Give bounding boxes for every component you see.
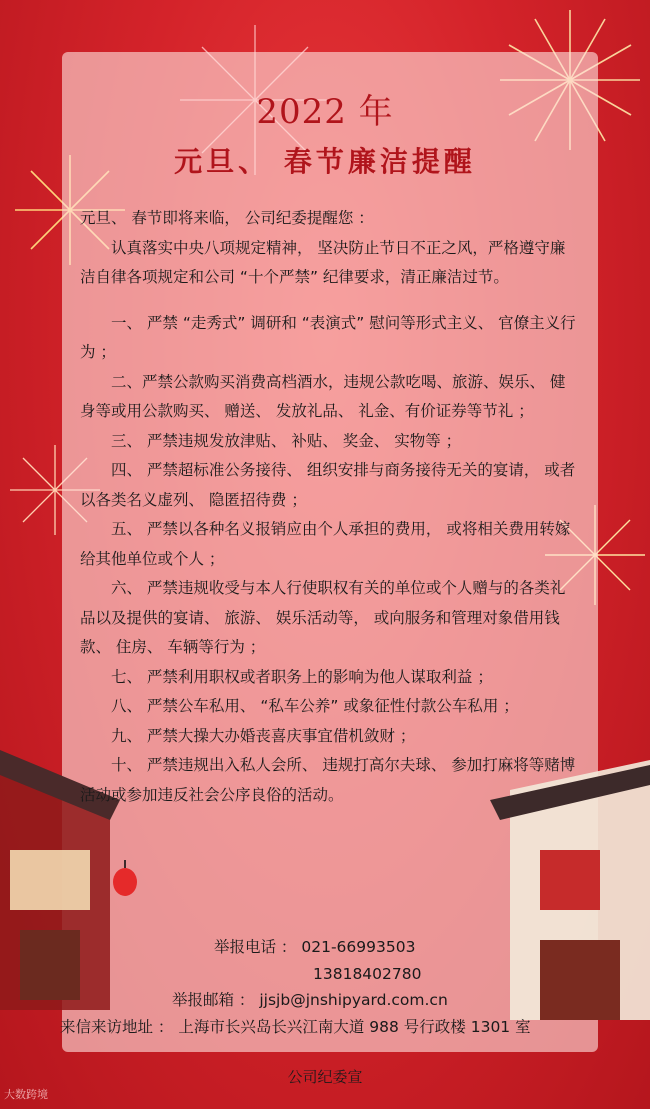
rule-item: 七、 严禁利用职权或者职务上的影响为他人谋取利益 ； [111,667,493,686]
rule-item: 九、 严禁大操大办婚丧喜庆事宜借机敛财 ； [111,726,416,745]
title-main: 元旦、 春节廉洁提醒 [174,145,476,178]
report-phone-2: 13818402780 [313,964,422,983]
rule-item: 一、 严禁 “走秀式” 调研和 “表演式” 慰问等形式主义、 官僚主义行为 ； [80,313,576,361]
contact-info [60,934,620,1040]
rule-item: 二、严禁公款购买消费高档酒水，违规公款吃喝、旅游、娱乐、 健身等或用公款购买、 赠送、 发放礼品、 礼金、有价证券等节礼 ； [80,372,566,420]
report-email[interactable]: 举报邮箱 ： jjsjb@jnshipyard.com.cn [172,991,448,1009]
report-phone: 举报电话 ： 021-66993503 [214,938,416,956]
rule-item: 八、 严禁公车私用、 “私车公养” 或象征性付款公车私用 ； [111,697,519,715]
rule-item: 三、 严禁违规发放津贴、 补贴、 奖金、 实物等 ； [111,431,462,450]
visit-address: 来信来访地址 ： 上海市长兴岛长兴江南大道 988 号行政楼 1301 室 [60,1017,531,1036]
rule-item: 四、 严禁超标准公务接待、 组织安排与商务接待无关的宴请， 或者以各类名义虚列、 隐匿招待费 ； [80,461,576,509]
title-year: 2022 年 [256,92,394,132]
rule-item: 十、 严禁违规出入私人会所、 违规打高尔夫球、 参加打麻将等赌博活动或参加违反社会公序良俗的活动。 [80,756,576,804]
rule-item: 六、 严禁违规收受与本人行使职权有关的单位或个人赠与的各类礼品以及提供的宴请、 旅游、 娱乐活动等， 或向服务和管理对象借用钱款、 住房、 车辆等行为 ； [80,579,566,656]
lantern-icon [110,860,140,900]
signature: 公司纪委宣 [287,1068,363,1086]
reminder-body [80,204,580,810]
intro-paragraph: 认真落实中央八项规定精神， 坚决防止节日不正之风，严格遵守廉洁自律各项规定和公司 “十个严禁” 纪律要求，清正廉洁过节。 [80,238,566,286]
rule-item: 五、 严禁以各种名义报销应由个人承担的费用， 或将相关费用转嫁给其他单位或个人 ； [80,520,571,568]
watermark-logo: 大数跨境 [4,1088,48,1101]
greeting: 元旦、 春节即将来临， 公司纪委提醒您 ： [80,209,374,227]
